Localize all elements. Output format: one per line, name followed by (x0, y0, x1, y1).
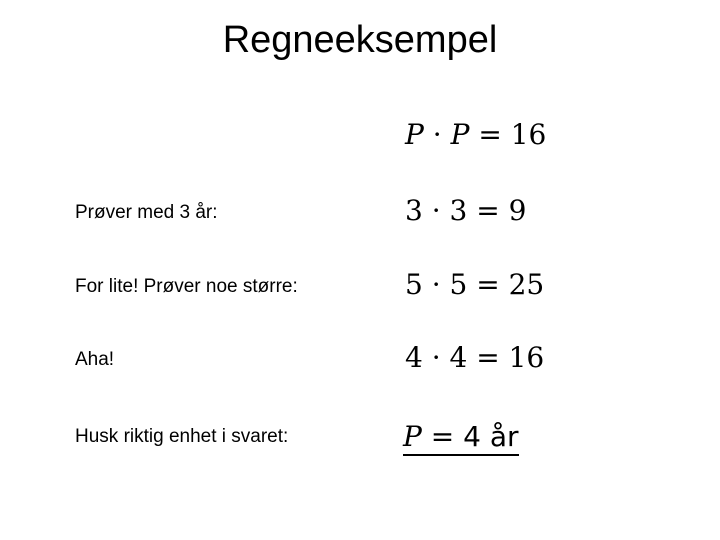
slide-title: Regneeksempel (222, 19, 498, 61)
variable-p: P (450, 118, 470, 151)
equation-3-times-3: 3 · 3 = 9 (405, 194, 527, 227)
answer-value: = 4 år (421, 420, 519, 453)
equation-result: 16 (510, 118, 547, 151)
equation-5-times-5: 5 · 5 = 25 (405, 268, 545, 301)
variable-p: P (405, 118, 424, 151)
equation-4-times-4: 4 · 4 = 16 (405, 341, 545, 374)
step-label-too-small: For lite! Prøver noe større: (75, 276, 298, 297)
operator-dot: · (432, 118, 442, 151)
answer-variable-p: P (403, 420, 422, 453)
final-answer (403, 420, 519, 456)
step-label-try-3: Prøver med 3 år: (75, 202, 218, 223)
equals-sign: = (478, 118, 502, 151)
equation-p-times-p (405, 118, 546, 152)
step-label-unit-reminder: Husk riktig enhet i svaret: (75, 426, 289, 447)
step-label-aha: Aha! (75, 349, 115, 370)
